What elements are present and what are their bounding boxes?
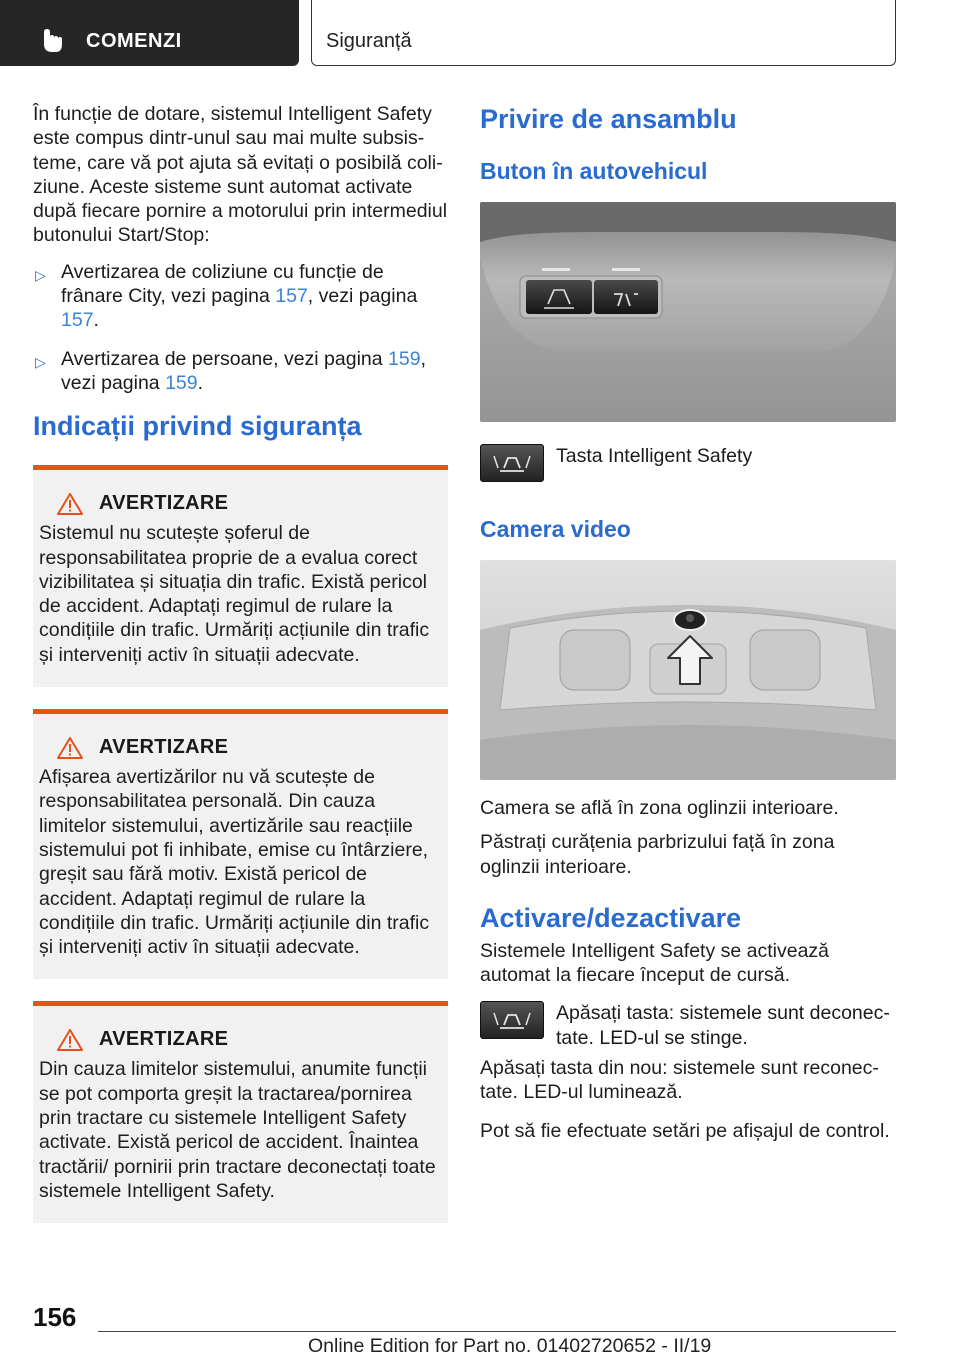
- button-photo: [480, 202, 896, 422]
- triangle-bullet-icon: ▷: [35, 266, 46, 283]
- activation-paragraph: Apăsați tasta din nou: sistemele sunt reconectate. LED-ul luminează.: [480, 1057, 879, 1104]
- activation-step-text: Apăsați tasta: sistemele sunt deconectate. LED-ul se stinge.: [556, 1002, 890, 1049]
- list-item: [33, 260, 448, 333]
- button-panel-illustration: [480, 202, 896, 422]
- activation-paragraph: Sistemele Intelligent Safety se activează automat la fiecare început de cursă.: [480, 939, 830, 987]
- warning-title: AVERTIZARE: [99, 1028, 229, 1051]
- activation-heading: Activare/dezactivare: [480, 902, 742, 933]
- button-caption: Tasta Intelligent Safety: [556, 445, 753, 467]
- warning-triangle-icon: [57, 737, 83, 759]
- intelligent-safety-button-icon: [480, 1001, 544, 1039]
- footer-divider: [98, 1331, 896, 1332]
- warning-body: Din cauza limitelor sistemului, anumite funcții se pot comporta greșit la tractarea/pornirea prin tractare cu sistemele Intelligent Safety activate. Există pericol de accident. Înaintea tractării/ pornirii prin tractare deconectați toate sistemele Intelligent Safety.: [39, 1058, 436, 1202]
- warning-body: Sistemul nu scutește șoferul de responsabilitatea proprie de a evalua corect vizibilitatea și situația din trafic. Există pericol de accident. Adaptați regimul de rulare la condițiile din trafic. Urmăriți acțiunile din trafic și interveniți activ în situații adecvate.: [39, 522, 430, 666]
- intelligent-safety-button-icon: [480, 444, 544, 482]
- page-link[interactable]: 157: [61, 309, 94, 332]
- chapter-tab-label: COMENZI: [86, 30, 182, 52]
- section-tab-label: Siguranță: [326, 30, 412, 52]
- safety-heading: Indicații privind siguranța: [33, 411, 362, 442]
- intro-paragraph: În funcție de dotare, sistemul Intelligent Safety este compus dintr-unul sau mai multe subsisteme, care vă pot ajuta să evitați o posibilă coliziune. Aceste sisteme sunt automat activate după fiecare pornire a motorului prin intermediul butonului Start/Stop:: [33, 103, 448, 247]
- warning-header: [39, 492, 440, 515]
- section-tab[interactable]: [311, 0, 896, 66]
- list-item-text: , vezi pagina: [61, 347, 426, 394]
- page-link[interactable]: 157: [275, 285, 308, 308]
- camera-paragraph: Păstrați curățenia parbrizului față în zona oglinzii interioare.: [480, 831, 835, 878]
- camera-photo: [480, 560, 896, 780]
- list-item: [33, 347, 448, 396]
- triangle-bullet-icon: ▷: [35, 353, 46, 370]
- list-item-text: Avertizarea de coliziune cu funcție de frânare City, vezi pagina: [61, 260, 384, 308]
- page-link[interactable]: 159: [388, 347, 421, 370]
- hand-pointer-icon: [40, 28, 64, 54]
- feature-list: [33, 260, 448, 395]
- camera-paragraph: Camera se află în zona oglinzii interioare.: [480, 797, 839, 819]
- warning-title: AVERTIZARE: [99, 736, 229, 759]
- warning-header: [39, 1028, 440, 1051]
- list-item-text: Avertizarea de persoane, vezi pagina: [61, 347, 389, 370]
- button-legend: [480, 444, 896, 482]
- button-heading: Buton în autovehicul: [480, 158, 708, 184]
- chapter-tab[interactable]: [0, 0, 299, 66]
- warning-box: [33, 709, 448, 979]
- warning-header: [39, 736, 440, 759]
- overview-heading: Privire de ansamblu: [480, 104, 737, 134]
- warning-triangle-icon: [57, 493, 83, 515]
- warning-box: [33, 465, 448, 687]
- activation-step: [480, 1001, 896, 1050]
- warning-box: [33, 1001, 448, 1223]
- warning-body: Afișarea avertizărilor nu vă scutește de responsabilitatea personală. Din cauza limitelor sistemului, avertizările sau reacțiile sistemului pot fi inhibate, emise cu întârziere, greșit sau fără motiv. Există pericol de accident. Adaptați regimul de rulare la condițiile din trafic. Urmăriți acțiunile din trafic și interveniți activ în situații adecvate.: [39, 766, 430, 959]
- list-item-text: .: [93, 309, 99, 332]
- page-number: 156: [33, 1302, 77, 1332]
- left-column: [33, 102, 448, 1223]
- windshield-camera-illustration: [480, 560, 896, 780]
- page-link[interactable]: 159: [165, 371, 198, 394]
- camera-heading: Camera video: [480, 516, 631, 542]
- right-column: [480, 102, 896, 1143]
- list-item-text: , vezi pagina: [307, 285, 418, 308]
- warning-title: AVERTIZARE: [99, 492, 229, 515]
- activation-paragraph: Pot să fie efectuate setări pe afișajul de control.: [480, 1119, 890, 1142]
- list-item-text: .: [197, 371, 204, 394]
- footer-edition: Online Edition for Part no. 01402720652 - II/19: [308, 1335, 712, 1357]
- warning-triangle-icon: [57, 1029, 83, 1051]
